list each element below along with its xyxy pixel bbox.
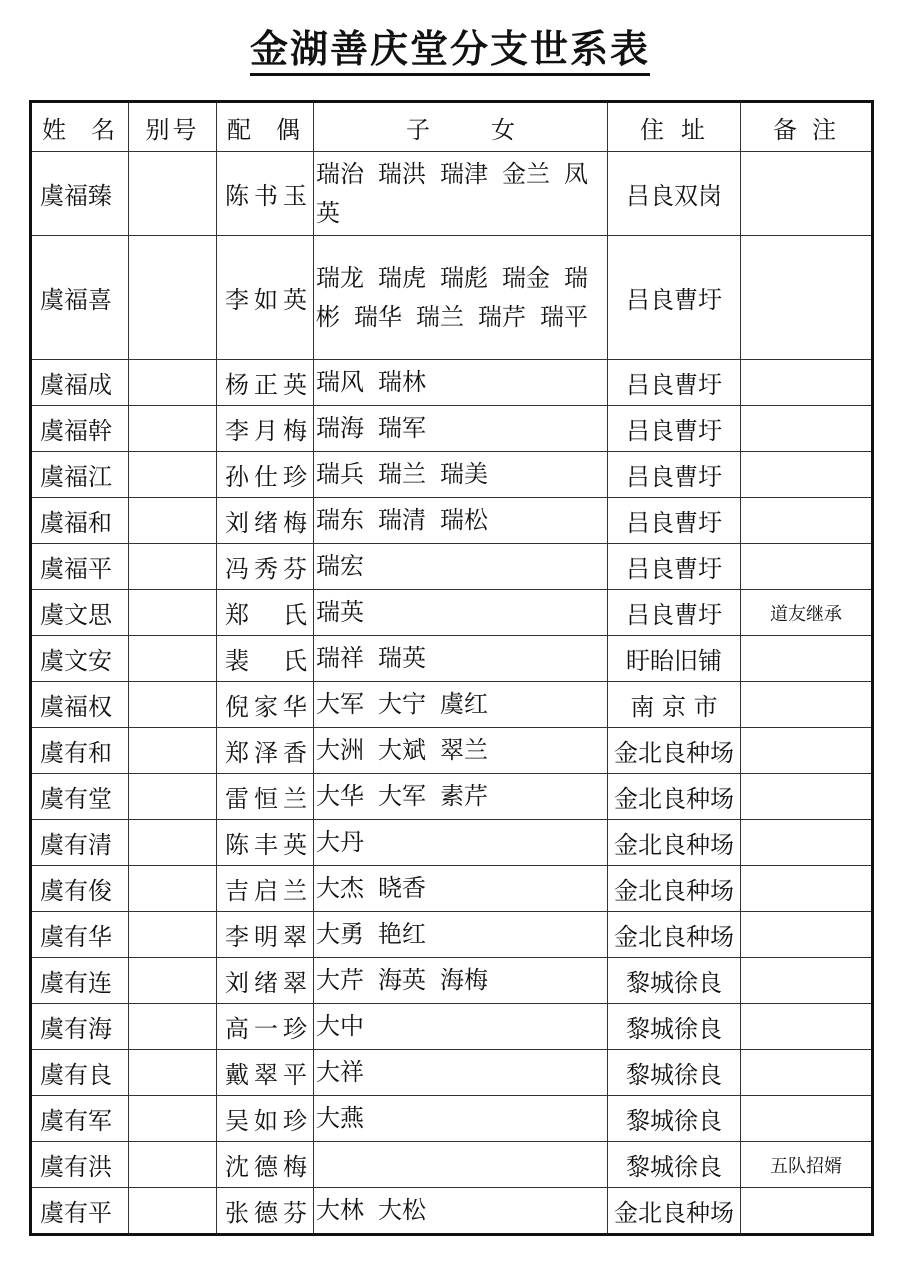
child-name: 艳红 <box>378 920 426 948</box>
children-list <box>314 636 608 682</box>
child-name: 大中 <box>316 1012 364 1040</box>
children-list <box>314 1188 608 1235</box>
children-list <box>314 452 608 498</box>
person-alias <box>129 958 217 1004</box>
child-name: 翠兰 <box>440 736 488 764</box>
table-row <box>31 682 873 728</box>
person-name: 虞福成 <box>31 360 129 406</box>
remarks <box>741 544 873 590</box>
address: 黎城徐良 <box>608 1050 741 1096</box>
person-name: 虞有良 <box>31 1050 129 1096</box>
spouse-name: 李如英 <box>217 236 314 360</box>
child-name: 大华 <box>316 782 364 810</box>
person-alias <box>129 360 217 406</box>
remarks <box>741 1188 873 1235</box>
children-list <box>314 406 608 452</box>
spouse-name: 倪家华 <box>217 682 314 728</box>
remarks <box>741 728 873 774</box>
child-name: 瑞松 <box>440 506 488 534</box>
child-name: 晓香 <box>378 874 426 902</box>
header-remarks: 备 注 <box>741 102 873 152</box>
table-row <box>31 360 873 406</box>
person-alias <box>129 728 217 774</box>
header-children: 子 女 <box>314 102 608 152</box>
person-alias <box>129 1096 217 1142</box>
address: 黎城徐良 <box>608 1142 741 1188</box>
remarks <box>741 498 873 544</box>
remarks <box>741 820 873 866</box>
child-name: 瑞龙 <box>316 263 364 292</box>
person-name: 虞有清 <box>31 820 129 866</box>
person-alias <box>129 636 217 682</box>
person-name: 虞福权 <box>31 682 129 728</box>
address: 黎城徐良 <box>608 958 741 1004</box>
remarks <box>741 912 873 958</box>
address: 南 京 市 <box>608 682 741 728</box>
table-row <box>31 1142 873 1188</box>
remarks: 五队招婿 <box>741 1142 873 1188</box>
remarks <box>741 958 873 1004</box>
children-list <box>314 1004 608 1050</box>
spouse-name: 刘绪梅 <box>217 498 314 544</box>
address: 吕良曹圩 <box>608 360 741 406</box>
person-name: 虞有军 <box>31 1096 129 1142</box>
remarks <box>741 682 873 728</box>
spouse-name: 戴翠平 <box>217 1050 314 1096</box>
child-name: 瑞兰 <box>416 302 464 331</box>
address: 金北良种场 <box>608 1188 741 1235</box>
children-list <box>314 1050 608 1096</box>
remarks: 道友继承 <box>741 590 873 636</box>
spouse-name: 裴 氏 <box>217 636 314 682</box>
children-list <box>314 728 608 774</box>
child-name: 虞红 <box>440 690 488 718</box>
remarks <box>741 1050 873 1096</box>
child-name: 瑞宏 <box>316 552 364 580</box>
spouse-name: 冯秀芬 <box>217 544 314 590</box>
children-list <box>314 820 608 866</box>
child-name: 大松 <box>378 1196 426 1224</box>
spouse-name: 沈德梅 <box>217 1142 314 1188</box>
child-name: 大杰 <box>316 874 364 902</box>
remarks <box>741 774 873 820</box>
person-name: 虞福江 <box>31 452 129 498</box>
child-name: 瑞治 <box>316 159 364 188</box>
header-alias: 别号 <box>129 102 217 152</box>
remarks <box>741 1096 873 1142</box>
genealogy-table <box>29 100 874 1236</box>
child-name: 大林 <box>316 1196 364 1224</box>
child-name: 瑞海 <box>316 414 364 442</box>
person-alias <box>129 1188 217 1235</box>
person-name: 虞有洪 <box>31 1142 129 1188</box>
address: 吕良曹圩 <box>608 590 741 636</box>
table-row <box>31 728 873 774</box>
child-name: 大宁 <box>378 690 426 718</box>
address: 黎城徐良 <box>608 1096 741 1142</box>
remarks <box>741 152 873 236</box>
table-row <box>31 820 873 866</box>
child-name: 大勇 <box>316 920 364 948</box>
spouse-name: 刘绪翠 <box>217 958 314 1004</box>
header-name: 姓 名 <box>31 102 129 152</box>
child-name: 海英 <box>378 966 426 994</box>
children-list <box>314 498 608 544</box>
table-row <box>31 866 873 912</box>
child-name: 瑞风 <box>316 368 364 396</box>
child-name: 大芹 <box>316 966 364 994</box>
child-name: 瑞美 <box>440 460 488 488</box>
children-list <box>314 774 608 820</box>
spouse-name: 张德芬 <box>217 1188 314 1235</box>
table-row <box>31 406 873 452</box>
child-name: 凤英 <box>316 159 588 227</box>
spouse-name: 雷恒兰 <box>217 774 314 820</box>
children-list <box>314 360 608 406</box>
children-list <box>314 544 608 590</box>
children-list <box>314 590 608 636</box>
person-name: 虞福幹 <box>31 406 129 452</box>
table-row <box>31 544 873 590</box>
table-row <box>31 636 873 682</box>
spouse-name: 吴如珍 <box>217 1096 314 1142</box>
children-list <box>314 682 608 728</box>
person-alias <box>129 236 217 360</box>
address: 金北良种场 <box>608 728 741 774</box>
table-row <box>31 1050 873 1096</box>
spouse-name: 李明翠 <box>217 912 314 958</box>
person-name: 虞福臻 <box>31 152 129 236</box>
address: 吕良曹圩 <box>608 236 741 360</box>
person-name: 虞福和 <box>31 498 129 544</box>
table-row <box>31 1096 873 1142</box>
table-row <box>31 152 873 236</box>
spouse-name: 陈丰英 <box>217 820 314 866</box>
person-name: 虞有华 <box>31 912 129 958</box>
person-alias <box>129 544 217 590</box>
child-name: 瑞兰 <box>378 460 426 488</box>
child-name: 瑞东 <box>316 506 364 534</box>
table-row <box>31 958 873 1004</box>
spouse-name: 孙仕珍 <box>217 452 314 498</box>
person-alias <box>129 912 217 958</box>
child-name: 瑞军 <box>378 414 426 442</box>
child-name: 大军 <box>316 690 364 718</box>
address: 吕良曹圩 <box>608 406 741 452</box>
child-name: 金兰 <box>502 159 550 188</box>
person-name: 虞有堂 <box>31 774 129 820</box>
title-text: 金湖善庆堂分支世系表 <box>250 27 650 76</box>
child-name: 瑞林 <box>378 368 426 396</box>
remarks <box>741 1004 873 1050</box>
person-alias <box>129 1050 217 1096</box>
child-name: 瑞祥 <box>316 644 364 672</box>
table-row <box>31 912 873 958</box>
person-name: 虞有平 <box>31 1188 129 1235</box>
person-name: 虞有和 <box>31 728 129 774</box>
children-list <box>314 1096 608 1142</box>
person-name: 虞有连 <box>31 958 129 1004</box>
child-name: 大祥 <box>316 1058 364 1086</box>
spouse-name: 陈书玉 <box>217 152 314 236</box>
address: 金北良种场 <box>608 866 741 912</box>
children-list <box>314 958 608 1004</box>
address: 盱眙旧铺 <box>608 636 741 682</box>
child-name: 瑞平 <box>540 302 588 331</box>
table-row <box>31 452 873 498</box>
table-row <box>31 1188 873 1235</box>
children-list <box>314 236 608 360</box>
address: 吕良曹圩 <box>608 498 741 544</box>
child-name: 瑞兵 <box>316 460 364 488</box>
remarks <box>741 636 873 682</box>
child-name: 瑞洪 <box>378 159 426 188</box>
header-spouse: 配 偶 <box>217 102 314 152</box>
child-name: 大丹 <box>316 828 364 856</box>
person-alias <box>129 866 217 912</box>
remarks <box>741 452 873 498</box>
spouse-name: 吉启兰 <box>217 866 314 912</box>
children-list <box>314 1142 608 1188</box>
child-name: 大斌 <box>378 736 426 764</box>
person-alias <box>129 820 217 866</box>
spouse-name: 郑 氏 <box>217 590 314 636</box>
remarks <box>741 406 873 452</box>
spouse-name: 杨正英 <box>217 360 314 406</box>
address: 金北良种场 <box>608 820 741 866</box>
child-name: 瑞英 <box>378 644 426 672</box>
table-row <box>31 236 873 360</box>
child-name: 大军 <box>378 782 426 810</box>
address: 金北良种场 <box>608 774 741 820</box>
child-name: 大燕 <box>316 1104 364 1132</box>
child-name: 瑞虎 <box>378 263 426 292</box>
remarks <box>741 360 873 406</box>
person-name: 虞文安 <box>31 636 129 682</box>
child-name: 瑞英 <box>316 598 364 626</box>
spouse-name: 郑泽香 <box>217 728 314 774</box>
child-name: 瑞清 <box>378 506 426 534</box>
children-list <box>314 912 608 958</box>
address: 吕良双岗 <box>608 152 741 236</box>
child-name: 瑞芹 <box>478 302 526 331</box>
remarks <box>741 236 873 360</box>
person-alias <box>129 1004 217 1050</box>
person-name: 虞有海 <box>31 1004 129 1050</box>
children-list <box>314 866 608 912</box>
child-name: 瑞彬 <box>316 263 588 331</box>
child-name: 素芹 <box>440 782 488 810</box>
children-list <box>314 152 608 236</box>
person-name: 虞文思 <box>31 590 129 636</box>
header-row <box>31 102 873 152</box>
person-name: 虞福平 <box>31 544 129 590</box>
child-name: 瑞彪 <box>440 263 488 292</box>
person-alias <box>129 1142 217 1188</box>
person-alias <box>129 452 217 498</box>
address: 黎城徐良 <box>608 1004 741 1050</box>
child-name: 海梅 <box>440 966 488 994</box>
table-row <box>31 774 873 820</box>
table-row <box>31 1004 873 1050</box>
address: 吕良曹圩 <box>608 544 741 590</box>
person-name: 虞有俊 <box>31 866 129 912</box>
remarks <box>741 866 873 912</box>
child-name: 大洲 <box>316 736 364 764</box>
person-alias <box>129 152 217 236</box>
address: 吕良曹圩 <box>608 452 741 498</box>
person-alias <box>129 590 217 636</box>
person-name: 虞福喜 <box>31 236 129 360</box>
child-name: 瑞华 <box>354 302 402 331</box>
person-alias <box>129 682 217 728</box>
person-alias <box>129 406 217 452</box>
table-row <box>31 590 873 636</box>
table-row <box>31 498 873 544</box>
child-name: 瑞金 <box>502 263 550 292</box>
spouse-name: 李月梅 <box>217 406 314 452</box>
address: 金北良种场 <box>608 912 741 958</box>
person-alias <box>129 774 217 820</box>
person-alias <box>129 498 217 544</box>
child-name: 瑞津 <box>440 159 488 188</box>
spouse-name: 高一珍 <box>217 1004 314 1050</box>
header-address: 住 址 <box>608 102 741 152</box>
document-title <box>0 18 900 73</box>
